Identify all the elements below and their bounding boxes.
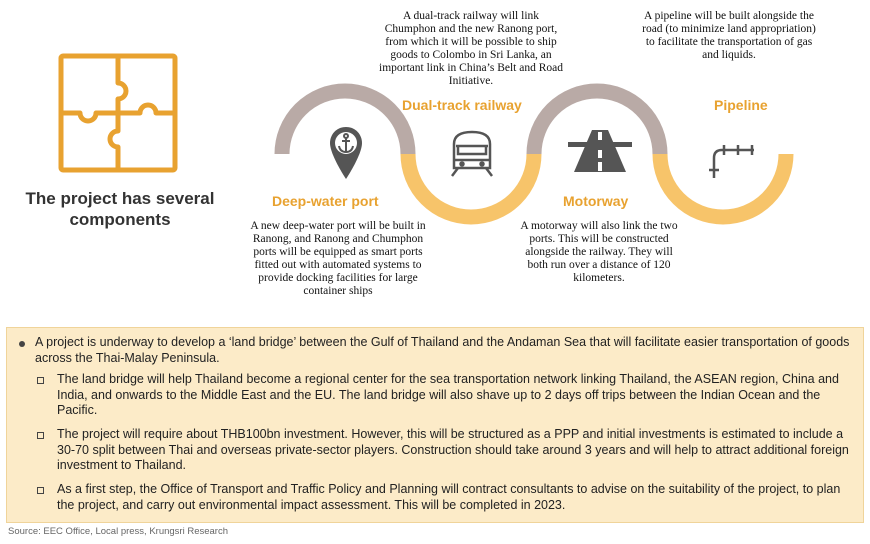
label-pipeline: Pipeline xyxy=(714,97,768,113)
caption-motorway: A motorway will also link the two ports. This will be constructed alongside the railway. They will both run over a distance of 120 kilometers. xyxy=(520,220,678,284)
road-icon xyxy=(568,128,632,174)
label-deep-water-port: Deep-water port xyxy=(272,193,379,209)
label-motorway: Motorway xyxy=(563,193,629,209)
anchor-pin-icon xyxy=(328,125,364,181)
train-icon xyxy=(444,124,500,180)
sub-bullet-2 xyxy=(37,427,855,474)
main-bullet xyxy=(17,335,855,366)
source-note: Source: EEC Office, Local press, Krungsri Research xyxy=(8,526,229,537)
main-bullet-text: A project is underway to develop a ‘land bridge’ between the Gulf of Thailand and the Andaman Sea that will facilitate easier transportation of goods across the Thai-Malay Peninsula. xyxy=(35,335,850,365)
details-box xyxy=(6,327,864,523)
bullet-dot xyxy=(19,341,25,347)
hero-title: The project has several components xyxy=(25,189,215,229)
sub-bullet-1 xyxy=(37,372,855,419)
bullet-square xyxy=(37,432,44,439)
caption-pipeline: A pipeline will be built alongside the road (to minimize land appropriation) to facilitate the transportation of gas and liquids. xyxy=(642,10,816,61)
caption-dual-track-railway: A dual-track railway will link Chumphon and the new Ranong port, from which it will be possible to ship goods to Colombo in Sri Lanka, an important link in China’s Belt and Road Initiative. xyxy=(379,10,563,87)
sub-bullet-3 xyxy=(37,482,855,513)
sub-bullet-text: As a first step, the Office of Transport and Traffic Policy and Planning will contract consultants to advise on the suitability of the project, to plan the project, and carry out environmental impact assessment. This will be completed in 2023. xyxy=(57,482,841,512)
label-dual-track-railway: Dual-track railway xyxy=(402,97,522,113)
caption-deep-water-port: A new deep-water port will be built in Ranong, and Ranong and Chumphon ports will be equipped as smart ports fitted out with automated systems to provide docking facilities for large container ships xyxy=(250,220,426,297)
pipe-icon xyxy=(708,140,758,180)
sub-bullet-text: The land bridge will help Thailand become a regional center for the sea transportation network linking Thailand, the ASEAN region, China and India, and onwards to the Middle East and the EU. The land bridge will also shave up to 2 days off trips between the Indian Ocean and the Pacific. xyxy=(57,372,839,417)
bullet-square xyxy=(37,487,44,494)
puzzle-icon xyxy=(58,53,178,173)
bullet-square xyxy=(37,377,44,384)
sub-bullet-text: The project will require about THB100bn investment. However, this will be structured as a PPP and initial investments is estimated to include a 30-70 split between Thai and overseas private-sector players. Construction should take around 3 years and will help to attract additional foreign investment to Thailand. xyxy=(57,427,849,472)
